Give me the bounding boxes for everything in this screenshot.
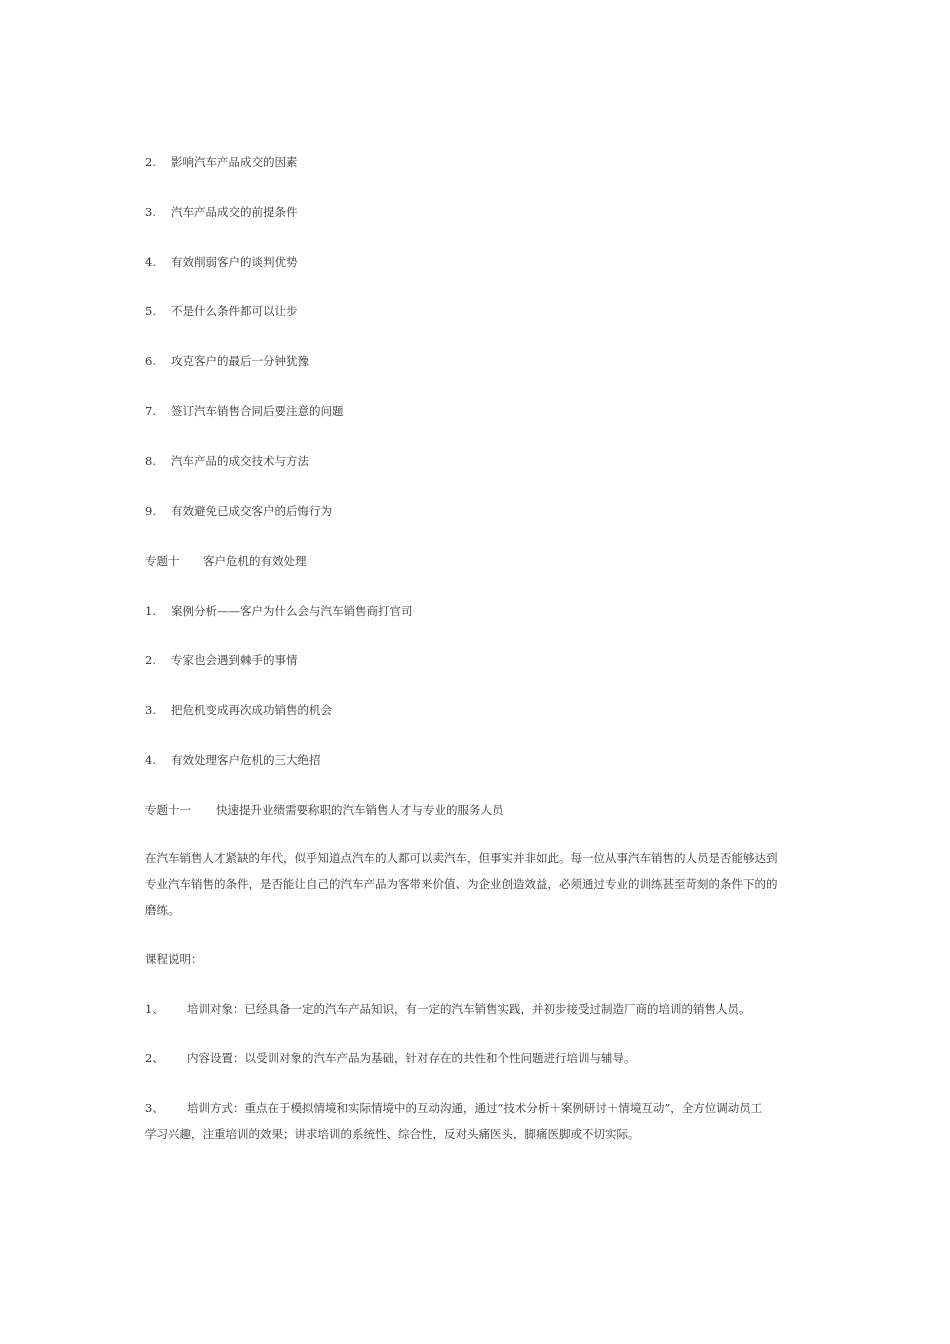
list-item xyxy=(145,753,321,767)
list-item xyxy=(145,354,309,368)
item-number: 3. xyxy=(145,703,156,717)
list-item xyxy=(145,255,298,269)
course-item xyxy=(145,1002,751,1016)
section-title: 快速提升业绩需要称职的汽车销售人才与专业的服务人员 xyxy=(216,803,504,817)
list-item xyxy=(145,155,298,169)
item-text: 专家也会遇到棘手的事情 xyxy=(171,653,298,667)
item-text: 案例分析——客户为什么会与汽车销售商打官司 xyxy=(171,604,413,618)
item-number: 3、 xyxy=(145,1101,164,1115)
list-item xyxy=(145,404,344,418)
item-number: 7. xyxy=(145,404,156,418)
list-item xyxy=(145,653,298,667)
item-text: 把危机变成再次成功销售的机会 xyxy=(171,703,332,717)
item-text: 有效处理客户危机的三大绝招 xyxy=(171,753,321,767)
item-number: 4. xyxy=(145,753,156,767)
course-item xyxy=(145,1051,636,1065)
item-number: 9. xyxy=(145,504,156,518)
section-heading xyxy=(145,803,504,817)
item-number: 4. xyxy=(145,255,156,269)
item-text: 影响汽车产品成交的因素 xyxy=(171,155,298,169)
list-item xyxy=(145,454,309,468)
section-label: 专题十 xyxy=(145,554,180,568)
item-number: 3. xyxy=(145,205,156,219)
item-text: 有效削弱客户的谈判优势 xyxy=(171,255,298,269)
course-heading: 课程说明： xyxy=(145,952,203,966)
list-item xyxy=(145,304,298,318)
list-item xyxy=(145,205,298,219)
item-number: 5. xyxy=(145,304,156,318)
section-heading xyxy=(145,554,307,568)
section-label: 专题十一 xyxy=(145,803,191,817)
item-text: 培训方式：重点在于模拟情境和实际情境中的互动沟通，通过“技术分析＋案例研讨＋情境互动”，全方位调动员工 xyxy=(187,1101,763,1115)
list-item xyxy=(145,604,413,618)
paragraph-line: 磨练。 xyxy=(145,903,180,917)
item-number: 1、 xyxy=(145,1002,164,1016)
list-item xyxy=(145,703,332,717)
item-number: 2、 xyxy=(145,1051,164,1065)
section-title: 客户危机的有效处理 xyxy=(203,554,307,568)
item-text: 攻克客户的最后一分钟犹豫 xyxy=(171,354,309,368)
item-text: 培训对象：已经具备一定的汽车产品知识，有一定的汽车销售实践，并初步接受过制造厂商的培训的销售人员。 xyxy=(187,1002,751,1016)
intro-paragraph xyxy=(145,845,810,923)
item-text: 汽车产品成交的前提条件 xyxy=(171,205,298,219)
item-text: 内容设置：以受训对象的汽车产品为基础，针对存在的共性和个性问题进行培训与辅导。 xyxy=(187,1051,636,1065)
course-item xyxy=(145,1101,762,1115)
paragraph-line: 在汽车销售人才紧缺的年代，似乎知道点汽车的人都可以卖汽车，但事实并非如此。每一位从事汽车销售的人员是否能够达到 xyxy=(145,851,778,865)
item-text: 签订汽车销售合同后要注意的问题 xyxy=(171,404,344,418)
course-item-continuation: 学习兴趣，注重培训的效果；讲求培训的系统性、综合性，反对头痛医头，脚痛医脚或不切实际。 xyxy=(145,1127,640,1141)
item-text: 不是什么条件都可以让步 xyxy=(171,304,298,318)
item-number: 6. xyxy=(145,354,156,368)
paragraph-line: 专业汽车销售的条件，是否能让自己的汽车产品为客带来价值、为企业创造效益，必须通过专业的训练甚至苛刻的条件下的的 xyxy=(145,877,778,891)
item-number: 2. xyxy=(145,155,156,169)
list-item xyxy=(145,504,332,518)
item-number: 2. xyxy=(145,653,156,667)
item-text: 有效避免已成交客户的后悔行为 xyxy=(171,504,332,518)
item-number: 8. xyxy=(145,454,156,468)
item-text: 汽车产品的成交技术与方法 xyxy=(171,454,309,468)
item-number: 1. xyxy=(145,604,156,618)
